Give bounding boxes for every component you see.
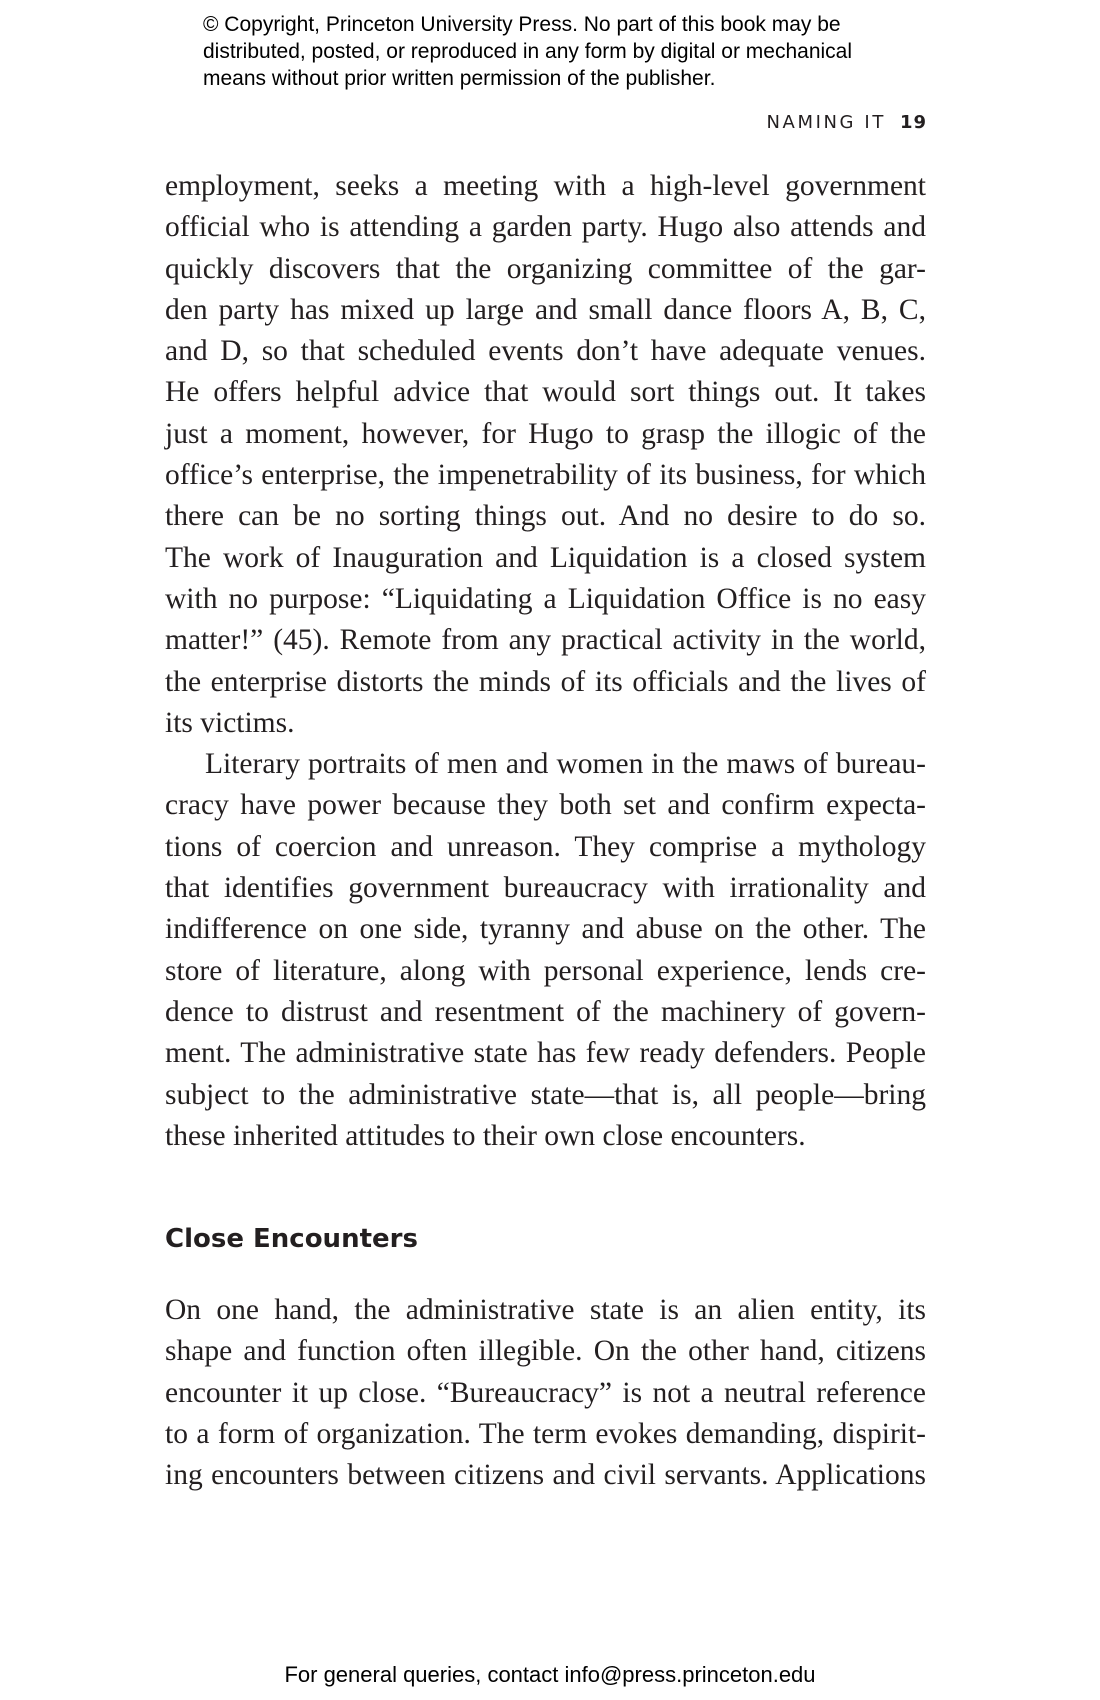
copyright-line: distributed, posted, or reproduced in any form by digital or mechanical	[203, 40, 853, 63]
copyright-line: means without prior written permission of the publisher.	[203, 67, 716, 90]
text-line: den party has mixed up large and small dance floors A, B, C,	[165, 293, 926, 326]
text-line: shape and function often illegible. On the other hand, citizens	[165, 1335, 926, 1368]
text-line: the enterprise distorts the minds of its officials and the lives of	[165, 665, 926, 698]
copyright-line: © Copyright, Princeton University Press. No part of this book may be	[203, 13, 841, 36]
text-line: office’s enterprise, the impenetrability of its business, for which	[165, 459, 926, 492]
text-line: that identifies government bureaucracy with irrationality and	[165, 872, 926, 905]
text-line: encounter it up close. “Bureaucracy” is not a neutral reference	[165, 1376, 926, 1409]
copyright-notice	[203, 11, 963, 92]
text-line: The work of Inauguration and Liquidation is a closed system	[165, 541, 926, 574]
paragraph	[165, 744, 926, 1157]
text-line: He offers helpful advice that would sort things out. It takes	[165, 376, 926, 409]
body-text-upper	[165, 166, 926, 1157]
footer-contact: For general queries, contact info@press.princeton.edu	[284, 1662, 816, 1687]
running-head	[766, 112, 927, 133]
page-number: 19	[899, 112, 927, 133]
text-line: store of literature, along with personal experience, lends cre-	[165, 954, 926, 987]
text-line: indifference on one side, tyranny and abuse on the other. The	[165, 913, 926, 946]
text-line: quickly discovers that the organizing committee of the gar-	[165, 252, 926, 285]
text-line: official who is attending a garden party. Hugo also attends and	[165, 211, 926, 244]
paragraph	[165, 1290, 926, 1496]
text-line: tions of coercion and unreason. They comprise a mythology	[165, 830, 926, 863]
text-line: subject to the administrative state—that is, all people—bring	[165, 1078, 926, 1111]
text-line: and D, so that scheduled events don’t have adequate venues.	[165, 335, 926, 368]
text-line: ing encounters between citizens and civil servants. Applications	[165, 1459, 926, 1492]
text-line: its victims.	[165, 706, 295, 739]
text-line: dence to distrust and resentment of the machinery of govern-	[165, 995, 926, 1028]
text-line: employment, seeks a meeting with a high-level government	[165, 170, 926, 202]
text-line: Literary portraits of men and women in the maws of bureau-	[205, 748, 926, 781]
text-line: ment. The administrative state has few ready defenders. People	[165, 1037, 926, 1070]
text-line: there can be no sorting things out. And no desire to do so.	[165, 500, 926, 533]
text-line: with no purpose: “Liquidating a Liquidation Office is no easy	[165, 582, 926, 615]
paragraph	[165, 166, 926, 744]
text-line: matter!” (45). Remote from any practical activity in the world,	[165, 624, 926, 657]
text-line: these inherited attitudes to their own close encounters.	[165, 1119, 806, 1152]
text-line: just a moment, however, for Hugo to grasp the illogic of the	[165, 417, 926, 450]
text-line: to a form of organization. The term evokes demanding, dispirit-	[165, 1417, 926, 1450]
text-line: On one hand, the administrative state is an alien entity, its	[165, 1294, 926, 1326]
section-heading: Close Encounters	[165, 1224, 418, 1254]
text-line: cracy have power because they both set and confirm expecta-	[165, 789, 926, 822]
body-text-lower	[165, 1290, 926, 1496]
running-head-title: NAMING IT	[766, 112, 886, 133]
